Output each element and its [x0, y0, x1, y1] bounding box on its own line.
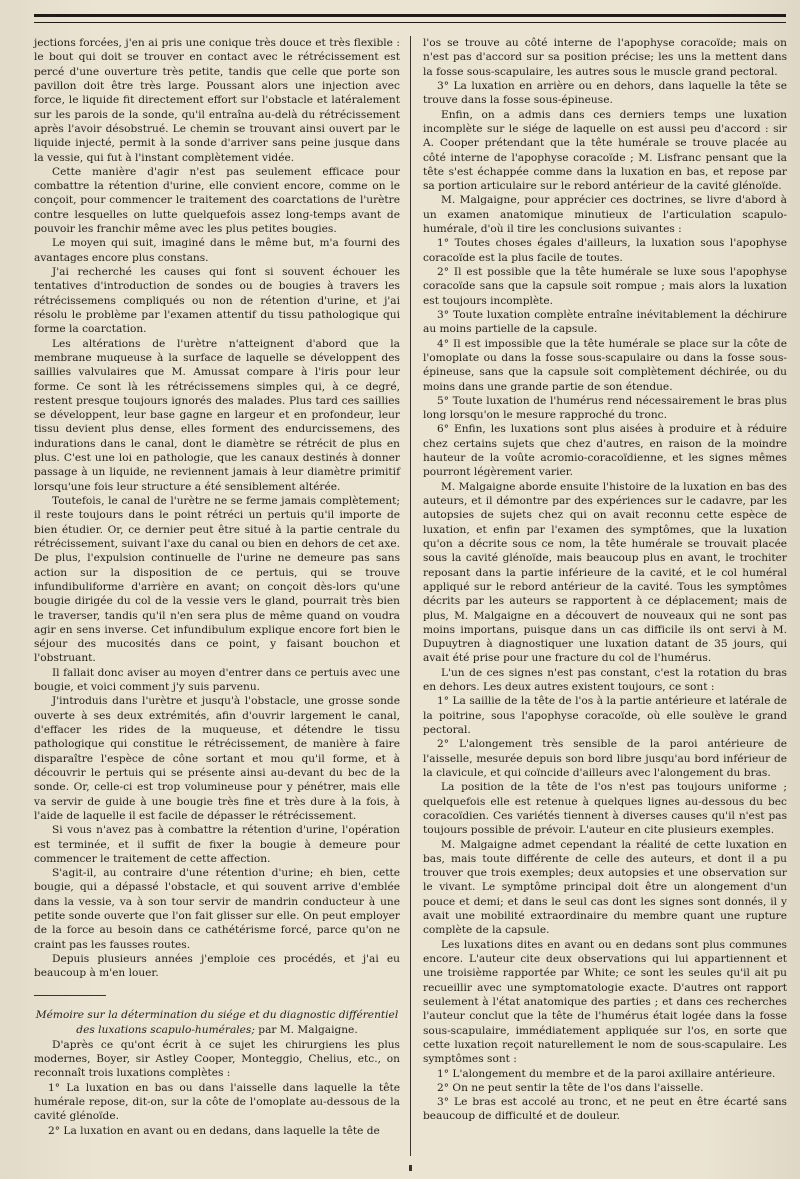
- list-item: 5° Toute luxation de l'humérus rend nécessairement le bras plus long lorsqu'on le mesure rapproché du tronc.: [423, 394, 787, 422]
- list-item: 2° La luxation en avant ou en dedans, dans laquelle la tête de: [48, 1124, 380, 1137]
- list-item: 2° L'alongement très sensible de la paroi antérieure de l'aisselle, mesurée depuis son bord libre jusqu'au bord inférieur de la clavicule, et qui coïncide d'ailleurs avec l'alongement du bras.: [423, 738, 787, 779]
- paragraph: Il fallait donc aviser au moyen d'entrer dans ce pertuis avec une bougie, et voici comment j'y suis parvenu.: [34, 666, 400, 694]
- section-divider: [34, 995, 106, 996]
- article-title-text: Mémoire sur la détermination du siége et du diagnostic différentiel des luxations scapulo-humérales;: [35, 1008, 399, 1036]
- paragraph: Depuis plusieurs années j'emploie ces procédés, et j'ai eu beaucoup à m'en louer.: [34, 953, 400, 980]
- list-item: 4° Il est impossible que la tête humérale se place sur la côte de l'omoplate ou dans la fosse sous-scapulaire ou dans la fosse sous-épineuse, sans que la capsule soit complètement déchirée, ou du moins dans une grande partie de son étendue.: [423, 337, 787, 393]
- paragraph: Le moyen qui suit, imaginé dans le même but, m'a fourni des avantages encore plus constans.: [34, 237, 400, 264]
- paragraph: L'un de ces signes n'est pas constant, c'est la rotation du bras en dehors. Les deux autres existent toujours, ce sont :: [423, 666, 787, 694]
- paragraph: Les altérations de l'urètre n'atteignent d'abord que la membrane muqueuse à la surface de laquelle se développent des saillies valvulaires que M. Amussat compare à l'iris pour leur forme. Ce sont là les rétrécissemens simples qui, à ce degré, restent presque toujours ignorés des malades. Plus tard ces saillies se développent, leur base gagne en largeur et en profondeur, leur tissu devient plus dense, elles forment des endurcissemens, des indurations dans le canal, dont le diamètre se rétrécit de plus en plus. C'est une loi en pathologie, que les canaux destinés à donner passage à un liquide, ne reviennent jamais à leur diamètre primitif lorsqu'une fois leur structure a été sensiblement altérée.: [34, 337, 400, 493]
- column-divider: [410, 36, 411, 1156]
- paragraph: J'introduis dans l'urètre et jusqu'à l'obstacle, une grosse sonde ouverte à ses deux extrémités, afin d'ouvrir largement le canal, d'effacer les rides de la muqueuse, et détendre le tissu pathologique qui constitue le rétrécissement, de manière à faire disparaître l'espèce de cône sortant et mou qu'il forme, et à découvrir le pertuis qui se présente ainsi au-devant du bec de la sonde. Or, celle-ci est trop volumineuse pour y pénétrer, mais elle va servir de guide à une bougie très fine et très dure à la fois, à l'aide de laquelle il est facile de dépasser le rétrécissement.: [34, 695, 400, 822]
- left-column: [34, 36, 400, 1138]
- paragraph: jections forcées, j'en ai pris une conique très douce et très flexible : le bout qui doit se trouver en contact avec le rétrécissement est percé d'une ouverture très petite, tandis que celle que porte son pavillon doit être très large. Poussant alors une injection avec force, le liquide fit directement effort sur l'obstacle et latéralement sur les parois de la sonde, qu'il entraîna au-delà du rétrécissement après l'avoir désobstrué. Le chemin se trouvant ainsi ouvert par le liquide injecté, permit à la sonde d'arriver sans peine jusque dans la vessie, qui fut à l'instant complètement vidée.: [34, 37, 400, 164]
- list-item: 1° Toutes choses égales d'ailleurs, la luxation sous l'apophyse coracoïde est la plus facile de toutes.: [423, 237, 787, 264]
- list-item: 1° L'alongement du membre et de la paroi axillaire antérieure.: [437, 1067, 776, 1080]
- paragraph: D'après ce qu'ont écrit à ce sujet les chirurgiens les plus modernes, Boyer, sir Astley Cooper, Monteggio, Chelius, etc., on reconnaît trois luxations complètes :: [34, 1038, 400, 1080]
- list-item: 6° Enfin, les luxations sont plus aisées à produire et à réduire chez certains sujets que chez d'autres, en raison de la moindre hauteur de la voûte acromio-coracoïdienne, et les signes mêmes pourront légèrement varier.: [423, 423, 787, 479]
- list-item: 2° Il est possible que la tête humérale se luxe sous l'apophyse coracoïde sans que la capsule soit rompue ; mais alors la luxation est toujours incomplète.: [423, 266, 787, 307]
- paragraph: La position de la tête de l'os n'est pas toujours uniforme ; quelquefois elle est retenue à quelques lignes au-dessous du bec coracoïdien. Ces variétés tiennent à diverses causes qu'il n'est pas toujours possible de prévoir. L'auteur en cite plusieurs exemples.: [423, 781, 787, 837]
- paragraph: Si vous n'avez pas à combattre la rétention d'urine, l'opération est terminée, et il suffit de fixer la bougie à demeure pour commencer le traitement de cette affection.: [34, 824, 400, 865]
- list-item: 3° Toute luxation complète entraîne inévitablement la déchirure au moins partielle de la capsule.: [423, 308, 787, 336]
- paragraph: Toutefois, le canal de l'urètre ne se ferme jamais complètement; il reste toujours dans le point rétréci un pertuis qu'il importe de bien étudier. Or, ce dernier peut être situé à la partie centrale du rétrécissement, suivant l'axe du canal ou bien en dehors de cet axe. De plus, l'expulsion continuelle de l'urine ne demeure pas sans action sur la disposition de ce pertuis, qui se trouve infundibuliforme d'arrière en avant; on conçoit dès-lors qu'une bougie dirigée du col de la vessie vers le gland, pourrait très bien le traverser, tandis qu'il n'en sera plus de même quand on voudra agir en sens inverse. Cet infundibulum explique encore fort bien le séjour des mucosités dans ce point, y faisant bouchon et l'obstruant.: [34, 495, 400, 665]
- paragraph: l'os se trouve au côté interne de l'apophyse coracoïde; mais on n'est pas d'accord sur sa position précise; les uns la mettent dans la fosse sous-scapulaire, les autres sous le muscle grand pectoral.: [423, 37, 787, 78]
- paragraph: M. Malgaigne admet cependant la réalité de cette luxation en bas, mais toute différente de celle des auteurs, et dont il a pu trouver que trois exemples; deux autopsies et une observation sur le vivant. Le symptôme principal doit être un alongement d'un pouce et demi; et dans le seul cas dont les signes sont donnés, il y avait une mobilité extraordinaire du membre quant une rupture complète de la capsule.: [423, 838, 787, 937]
- right-column: [423, 36, 787, 1124]
- paragraph: Cette manière d'agir n'est pas seulement efficace pour combattre la rétention d'urine, elle convient encore, comme on le conçoit, pour commencer le traitement des coarctations de l'urètre contre lesquelles on lutte quelquefois assez long-temps avant de pouvoir les franchir même avec les plus petites bougies.: [34, 165, 400, 236]
- paragraph: S'agit-il, au contraire d'une rétention d'urine; eh bien, cette bougie, qui a dépassé l'obstacle, et qui souvent arrive d'emblée dans la vessie, va à son tour servir de mandrin conducteur à une petite sonde ouverte que l'on fait glisser sur elle. On peut employer de la force au besoin dans ce cathétérisme forcé, parce qu'on ne craint pas les fausses routes.: [34, 867, 400, 951]
- article-title: [34, 1008, 400, 1038]
- paragraph: Les luxations dites en avant ou en dedans sont plus communes encore. L'auteur cite deux observations qui lui appartiennent et une troisième rapportée par White; ce sont les seules qu'il ait pu recueillir avec une symptomatologie exacte. D'autres ont rapport seulement à l'état anatomique des parties ; et dans ces recherches l'auteur conclut que la tête de l'humérus était logée dans la fosse sous-scapulaire, immédiatement appliquée sur l'os, en sorte que cette luxation reçoit naturellement le nom de sous-scapulaire. Les symptômes sont :: [423, 938, 787, 1066]
- article-author: par M. Malgaigne.: [254, 1023, 358, 1036]
- list-item: 2° On ne peut sentir la tête de l'os dans l'aisselle.: [437, 1081, 704, 1094]
- top-rule: [34, 14, 786, 23]
- paragraph: J'ai recherché les causes qui font si souvent échouer les tentatives d'introduction de sondes ou de bougies à travers les rétrécissemens compliqués ou non de rétention d'urine, et j'ai résolu le problème par l'examen attentif du tissu pathologique qui forme la coarctation.: [34, 266, 400, 336]
- list-item: 3° Le bras est accolé au tronc, et ne peut en être écarté sans beaucoup de difficulté et de douleur.: [423, 1096, 787, 1123]
- paragraph: M. Malgaigne, pour apprécier ces doctrines, se livre d'abord à un examen anatomique minutieux de l'articulation scapulo-humérale, d'où il tire les conclusions suivantes :: [423, 194, 787, 236]
- list-item: 1° La saillie de la tête de l'os à la partie antérieure et latérale de la poitrine, sous l'apophyse coracoïde, où elle soulève le grand pectoral.: [423, 695, 787, 736]
- list-item: 1° La luxation en bas ou dans l'aisselle dans laquelle la tête humérale repose, dit-on, sur la côte de l'omoplate au-dessous de la cavité glénoïde.: [34, 1081, 400, 1123]
- list-item: 3° La luxation en arrière ou en dehors, dans laquelle la tête se trouve dans la fosse sous-épineuse.: [423, 79, 787, 107]
- column-end-mark: [409, 1165, 412, 1171]
- paragraph: Enfin, on a admis dans ces derniers temps une luxation incomplète sur le siége de laquelle on est aussi peu d'accord : sir A. Cooper prétendant que la tête humérale se trouve placée au côté interne de l'apophyse coracoïde ; M. Lisfranc pensant que la tête s'est échappée comme dans la luxation en bas, et repose par sa portion articulaire sur le rebord antérieur de la cavité glénoïde.: [423, 108, 787, 193]
- paragraph: M. Malgaigne aborde ensuite l'histoire de la luxation en bas des auteurs, et il démontre par des expériences sur le cadavre, par les autopsies de sujets chez qui on avait reconnu cette espèce de luxation, et enfin par l'examen des symptômes, que la luxation qu'on a décrite sous ce nom, la tête humérale se trouvait placée sous la cavité glénoïde, mais beaucoup plus en avant, le trochiter reposant dans la partie inférieure de la cavité, et le col huméral appliqué sur le rebord antérieur de la cavité. Tous les symptômes décrits par les auteurs se rapportent à ce déplacement; mais de plus, M. Malgaigne en a découvert de nouveaux qui ne sont pas moins importans, puisque dans un cas difficile ils ont servi à M. Dupuytren à diagnostiquer une luxation datant de 35 jours, qui avait été prise pour une fracture du col de l'humérus.: [423, 480, 787, 665]
